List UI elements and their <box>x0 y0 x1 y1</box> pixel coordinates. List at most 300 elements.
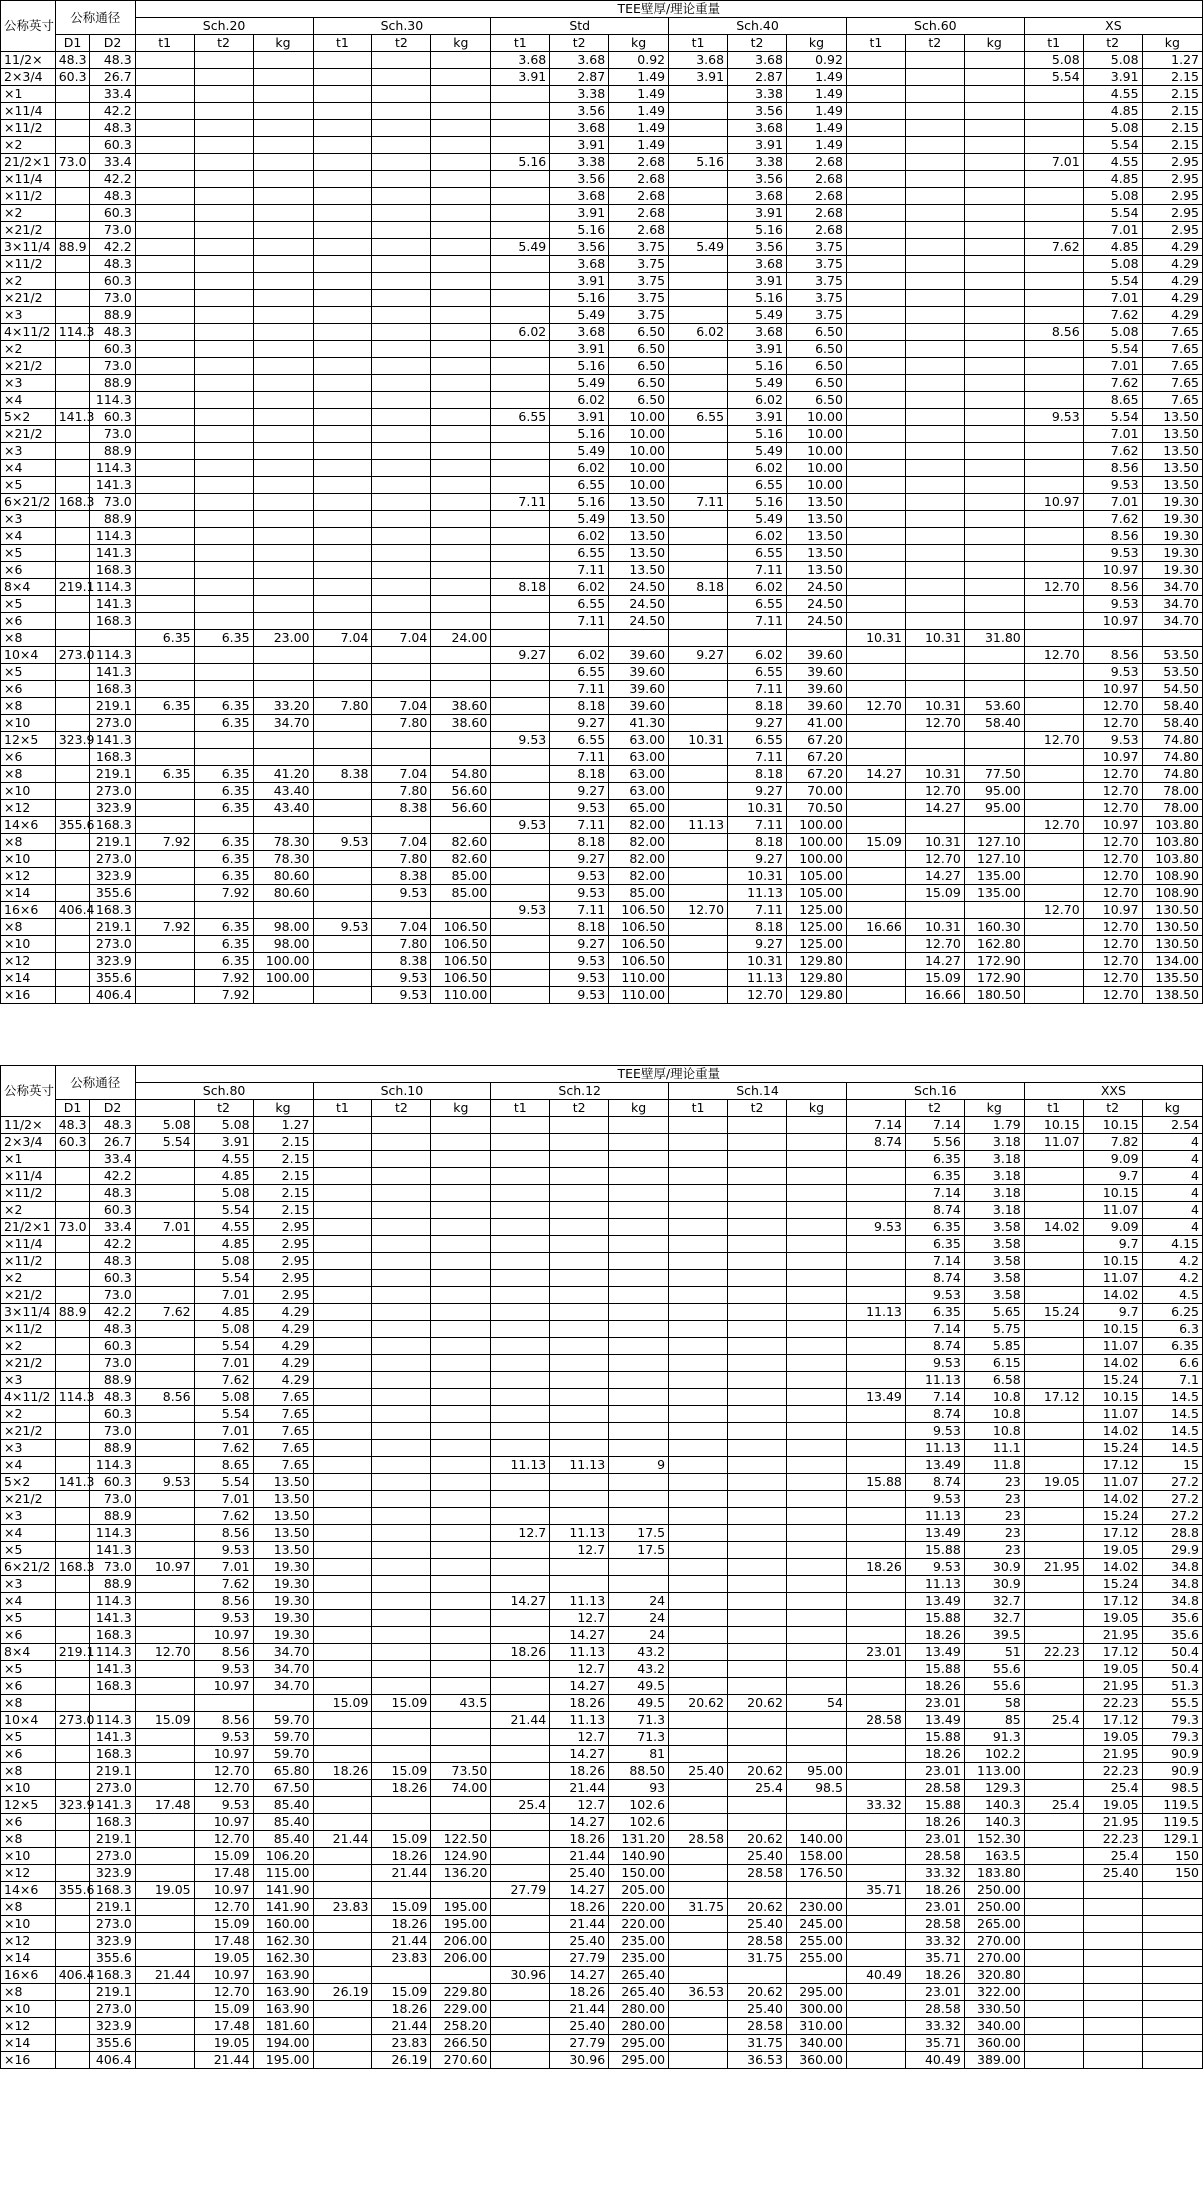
table-cell: 24.50 <box>609 579 669 596</box>
table-cell <box>491 1185 550 1202</box>
table-cell: 27.2 <box>1142 1508 1202 1525</box>
table-cell: 310.00 <box>786 2018 846 2035</box>
table-row <box>1 1950 1203 1967</box>
table-cell: 10.97 <box>135 1559 194 1576</box>
table-cell <box>431 1372 491 1389</box>
table-cell: 59.70 <box>253 1712 313 1729</box>
table-cell <box>491 936 550 953</box>
table-cell <box>491 783 550 800</box>
table-row <box>1 426 1203 443</box>
table-cell: 9.7 <box>1083 1304 1142 1321</box>
table-cell <box>609 1576 669 1593</box>
table-cell: 18.26 <box>550 1984 609 2001</box>
table-cell <box>964 52 1024 69</box>
table-cell <box>846 987 905 1004</box>
table-cell: 6.02 <box>728 647 787 664</box>
table-cell: 229.80 <box>431 1984 491 2001</box>
table-cell: 130.50 <box>1142 936 1202 953</box>
table-cell: 12.70 <box>1024 647 1083 664</box>
table-cell <box>313 1117 372 1134</box>
table-cell <box>491 1610 550 1627</box>
table-cell <box>491 1491 550 1508</box>
table-cell <box>1024 545 1083 562</box>
table-cell: 5.49 <box>728 443 787 460</box>
table-cell <box>135 1661 194 1678</box>
table-cell: 18.26 <box>905 1967 964 1984</box>
table-cell: 28.8 <box>1142 1525 1202 1542</box>
table-row <box>1 562 1203 579</box>
table-cell: 152.30 <box>964 1831 1024 1848</box>
table-cell <box>669 1457 728 1474</box>
table-cell: 106.50 <box>431 970 491 987</box>
table-cell <box>491 1848 550 1865</box>
size-cell: ×4 <box>1 1525 56 1542</box>
table-cell: 53.50 <box>1142 647 1202 664</box>
table-row <box>1 103 1203 120</box>
table-cell: 7.11 <box>550 681 609 698</box>
size-cell: 3×11/4 <box>1 239 56 256</box>
table-cell <box>431 1491 491 1508</box>
table-cell <box>905 171 964 188</box>
table-cell: 27.79 <box>550 2035 609 2052</box>
table-cell <box>135 1695 194 1712</box>
table-row <box>1 1967 1203 1984</box>
table-cell <box>964 613 1024 630</box>
table-cell <box>609 1389 669 1406</box>
table-cell: 3.75 <box>786 307 846 324</box>
table-cell <box>846 732 905 749</box>
table-cell: 56.60 <box>431 800 491 817</box>
table-cell: 8.56 <box>194 1712 253 1729</box>
table-cell <box>313 1423 372 1440</box>
table-cell <box>194 273 253 290</box>
table-cell: 9.53 <box>372 970 431 987</box>
table-cell: 2.95 <box>253 1287 313 1304</box>
table-cell <box>431 120 491 137</box>
table-cell <box>431 528 491 545</box>
table-cell: 21.44 <box>550 1916 609 1933</box>
table-cell <box>431 1678 491 1695</box>
table-cell <box>194 171 253 188</box>
table-cell: 59.70 <box>253 1729 313 1746</box>
table-cell <box>372 1627 431 1644</box>
table-cell: 6.55 <box>669 409 728 426</box>
table-cell: 95.00 <box>786 1763 846 1780</box>
table-cell <box>372 1457 431 1474</box>
table-cell <box>491 698 550 715</box>
table-cell <box>786 1185 846 1202</box>
table-row <box>1 596 1203 613</box>
table-cell <box>491 426 550 443</box>
table-cell: 8.38 <box>372 953 431 970</box>
table-cell: 140.3 <box>964 1797 1024 1814</box>
table-cell: 250.00 <box>964 1882 1024 1899</box>
table-cell <box>253 222 313 239</box>
table-cell: 39.60 <box>609 647 669 664</box>
table-cell: 14.27 <box>550 1967 609 1984</box>
table-cell <box>905 375 964 392</box>
table-cell <box>669 273 728 290</box>
table-cell: 300.00 <box>786 2001 846 2018</box>
table-cell: 9.53 <box>194 1797 253 1814</box>
table-cell <box>964 664 1024 681</box>
table-cell: 270.60 <box>431 2052 491 2069</box>
table-cell <box>253 103 313 120</box>
table-cell: 43.2 <box>609 1661 669 1678</box>
table-cell: 7.11 <box>669 494 728 511</box>
table-cell <box>135 1831 194 1848</box>
table-cell <box>550 630 609 647</box>
table-cell: 273.0 <box>90 715 135 732</box>
table-cell: 9.09 <box>1083 1151 1142 1168</box>
table-cell <box>846 256 905 273</box>
table-cell: 7.01 <box>1083 358 1142 375</box>
table-cell: 355.6 <box>55 817 90 834</box>
table-cell: 14.27 <box>550 1678 609 1695</box>
sub-header: t1 <box>313 1100 372 1117</box>
table-cell: 39.60 <box>609 664 669 681</box>
table-cell: 12.70 <box>194 1780 253 1797</box>
table-cell: 9.27 <box>728 936 787 953</box>
table-cell: 78.00 <box>1142 783 1202 800</box>
table-cell: 5.08 <box>194 1321 253 1338</box>
table-cell: 255.00 <box>786 1933 846 1950</box>
table-cell: 113.00 <box>964 1763 1024 1780</box>
table-cell <box>431 1117 491 1134</box>
table-cell <box>669 103 728 120</box>
table-cell <box>313 188 372 205</box>
size-header: 公称英寸 <box>1 1066 56 1117</box>
table-cell <box>846 936 905 953</box>
table-cell <box>1024 1882 1083 1899</box>
table-cell <box>964 307 1024 324</box>
table-cell: 78.00 <box>1142 800 1202 817</box>
table-cell: 6.02 <box>491 324 550 341</box>
table-cell: 150.00 <box>609 1865 669 1882</box>
table-cell: 88.9 <box>55 239 90 256</box>
table-cell: 73.0 <box>90 494 135 511</box>
table-cell <box>846 1661 905 1678</box>
table-cell <box>905 154 964 171</box>
table-cell <box>253 69 313 86</box>
table-cell: 48.3 <box>90 120 135 137</box>
table-row <box>1 307 1203 324</box>
table-cell <box>313 1287 372 1304</box>
table-cell <box>669 987 728 1004</box>
table-cell: 5.54 <box>194 1270 253 1287</box>
table-cell: 4.29 <box>1142 290 1202 307</box>
table-cell: 24 <box>609 1627 669 1644</box>
table-cell: 141.3 <box>90 477 135 494</box>
table-cell: 322.00 <box>964 1984 1024 2001</box>
table-cell <box>846 426 905 443</box>
table-cell: 42.2 <box>90 171 135 188</box>
table-row <box>1 120 1203 137</box>
table-cell: 9.27 <box>550 783 609 800</box>
table-cell <box>1024 1508 1083 1525</box>
table-cell <box>1024 307 1083 324</box>
table-cell: 220.00 <box>609 1899 669 1916</box>
sub-header: t2 <box>550 1100 609 1117</box>
table-cell <box>905 307 964 324</box>
table-cell <box>728 1355 787 1372</box>
size-cell: 5×2 <box>1 1474 56 1491</box>
table-cell <box>135 1270 194 1287</box>
sub-header: t2 <box>550 35 609 52</box>
table-cell <box>846 239 905 256</box>
table-cell <box>431 1202 491 1219</box>
table-cell: 389.00 <box>964 2052 1024 2069</box>
table-cell: 163.5 <box>964 1848 1024 1865</box>
table-cell <box>1024 698 1083 715</box>
table-cell: 5.49 <box>728 307 787 324</box>
table-cell: 73.0 <box>90 290 135 307</box>
table-cell: 39.60 <box>609 698 669 715</box>
table-cell: 273.0 <box>90 936 135 953</box>
table-cell: 9.53 <box>1024 409 1083 426</box>
table-cell: 9.27 <box>550 715 609 732</box>
table-cell <box>194 188 253 205</box>
table-cell <box>669 1950 728 1967</box>
table-cell: 7.11 <box>550 749 609 766</box>
table-cell: 13.50 <box>786 545 846 562</box>
table-cell <box>194 69 253 86</box>
table-row <box>1 1134 1203 1151</box>
table-cell <box>786 1389 846 1406</box>
table-cell <box>372 681 431 698</box>
table-cell: 280.00 <box>609 2001 669 2018</box>
table-cell: 9.53 <box>194 1661 253 1678</box>
table-row <box>1 1185 1203 1202</box>
table-cell <box>313 392 372 409</box>
table-row <box>1 1797 1203 1814</box>
table-cell: 13.49 <box>905 1644 964 1661</box>
table-cell: 13.49 <box>846 1389 905 1406</box>
table-row <box>1 477 1203 494</box>
table-cell <box>1024 1814 1083 1831</box>
table-cell: 6.55 <box>550 732 609 749</box>
table-cell: 355.6 <box>90 1950 135 1967</box>
table-cell: 2.68 <box>609 188 669 205</box>
table-cell <box>905 545 964 562</box>
table-cell: 41.20 <box>253 766 313 783</box>
table-cell: 23.01 <box>905 1899 964 1916</box>
table-cell <box>846 851 905 868</box>
table-cell <box>1024 664 1083 681</box>
table-cell: 82.00 <box>609 817 669 834</box>
table-cell: 7.01 <box>194 1355 253 1372</box>
table-cell: 9.53 <box>550 885 609 902</box>
table-cell: 168.3 <box>90 749 135 766</box>
table-cell <box>253 341 313 358</box>
table-cell <box>669 596 728 613</box>
table-cell: 172.90 <box>964 953 1024 970</box>
table-cell: 265.00 <box>964 1916 1024 1933</box>
table-cell <box>846 1763 905 1780</box>
table-cell <box>491 1406 550 1423</box>
table-cell <box>135 256 194 273</box>
table-cell: 42.2 <box>90 1304 135 1321</box>
table-cell <box>1024 1151 1083 1168</box>
table-cell: 11.07 <box>1083 1474 1142 1491</box>
table-cell <box>728 1661 787 1678</box>
table-cell: 141.3 <box>90 545 135 562</box>
table-cell <box>964 290 1024 307</box>
table-cell <box>431 1134 491 1151</box>
table-cell: 82.60 <box>431 851 491 868</box>
table-cell: 141.3 <box>90 1729 135 1746</box>
table-cell <box>669 1168 728 1185</box>
table-cell <box>491 511 550 528</box>
size-cell: ×3 <box>1 1576 56 1593</box>
table-cell: 11.13 <box>905 1440 964 1457</box>
size-cell: ×11/4 <box>1 1168 56 1185</box>
table-cell <box>55 528 90 545</box>
table-cell <box>846 1508 905 1525</box>
table-cell: 3.75 <box>609 290 669 307</box>
table-cell: 2.15 <box>253 1134 313 1151</box>
schedule-header: Sch.40 <box>669 18 847 35</box>
table-cell <box>372 1236 431 1253</box>
table-cell <box>786 1712 846 1729</box>
table-cell: 30.96 <box>491 1967 550 1984</box>
table-row <box>1 1627 1203 1644</box>
table-cell <box>1024 1848 1083 1865</box>
table-cell: 7.01 <box>1083 494 1142 511</box>
table-cell <box>135 1406 194 1423</box>
size-cell: ×6 <box>1 1746 56 1763</box>
table-cell <box>313 222 372 239</box>
table-cell: 168.3 <box>90 902 135 919</box>
table-cell <box>669 851 728 868</box>
table-cell <box>313 1372 372 1389</box>
table-cell: 10.97 <box>194 1627 253 1644</box>
table-cell <box>491 1746 550 1763</box>
table-cell: 29.9 <box>1142 1542 1202 1559</box>
table-cell: 54 <box>786 1695 846 1712</box>
table-cell <box>431 1525 491 1542</box>
table-cell: 1.49 <box>786 120 846 137</box>
table-cell <box>1083 2001 1142 2018</box>
table-cell: 10.8 <box>964 1389 1024 1406</box>
table-cell: 4.85 <box>194 1304 253 1321</box>
table-cell: 10.00 <box>609 426 669 443</box>
table-cell <box>550 1406 609 1423</box>
table-cell <box>905 613 964 630</box>
table-cell <box>728 1423 787 1440</box>
table-cell <box>431 273 491 290</box>
table-cell <box>609 1168 669 1185</box>
table-cell <box>491 290 550 307</box>
table-cell <box>55 1950 90 1967</box>
table-cell: 98.00 <box>253 936 313 953</box>
table-cell <box>253 86 313 103</box>
table-cell: 19.30 <box>1142 528 1202 545</box>
table-cell: 14.02 <box>1083 1559 1142 1576</box>
table-cell: 3.91 <box>550 409 609 426</box>
table-cell <box>728 1236 787 1253</box>
table-cell <box>1142 1967 1202 1984</box>
table-cell: 21.95 <box>1083 1814 1142 1831</box>
table-cell <box>194 732 253 749</box>
size-cell: ×16 <box>1 2052 56 2069</box>
table-cell <box>846 1593 905 1610</box>
table-cell <box>491 1168 550 1185</box>
table-cell: 406.4 <box>55 902 90 919</box>
table-cell: 67.50 <box>253 1780 313 1797</box>
size-cell: ×2 <box>1 273 56 290</box>
table-cell <box>313 375 372 392</box>
table-cell: 12.70 <box>1083 783 1142 800</box>
table-cell: 12.7 <box>550 1797 609 1814</box>
table-cell <box>372 1219 431 1236</box>
table-cell: 28.58 <box>846 1712 905 1729</box>
table-cell: 3.75 <box>609 239 669 256</box>
table-cell: 6.02 <box>550 460 609 477</box>
table-cell: 20.62 <box>728 1899 787 1916</box>
table-cell: 10.15 <box>1083 1321 1142 1338</box>
table-cell: 9.53 <box>194 1542 253 1559</box>
table-cell <box>669 800 728 817</box>
table-cell <box>431 579 491 596</box>
table-cell <box>372 579 431 596</box>
table-cell <box>372 324 431 341</box>
table-cell: 18.26 <box>846 1559 905 1576</box>
table-cell <box>372 1202 431 1219</box>
table-cell <box>905 511 964 528</box>
table-cell <box>669 528 728 545</box>
size-cell: ×11/2 <box>1 256 56 273</box>
table-cell <box>846 545 905 562</box>
table-cell: 28.58 <box>905 1848 964 1865</box>
table-cell: 3.91 <box>550 137 609 154</box>
table-cell <box>135 1984 194 2001</box>
table-cell: 2.95 <box>1142 222 1202 239</box>
table-cell <box>135 1865 194 1882</box>
table-cell: 255.00 <box>786 1950 846 1967</box>
size-cell: ×5 <box>1 1661 56 1678</box>
table-cell: 10.97 <box>1083 749 1142 766</box>
table-cell <box>491 1253 550 1270</box>
size-cell: ×6 <box>1 613 56 630</box>
table-cell: 12.70 <box>1083 834 1142 851</box>
table-cell <box>905 358 964 375</box>
table-cell: 10.31 <box>905 766 964 783</box>
table-cell: 5.49 <box>669 239 728 256</box>
table-cell <box>313 1950 372 1967</box>
table-cell <box>194 460 253 477</box>
table-cell <box>194 103 253 120</box>
table-cell: 7.01 <box>194 1287 253 1304</box>
table-cell: 42.2 <box>90 1168 135 1185</box>
table-cell: 6.35 <box>135 698 194 715</box>
size-cell: ×10 <box>1 715 56 732</box>
table-cell <box>313 103 372 120</box>
table-cell <box>135 171 194 188</box>
table-cell: 6.35 <box>905 1219 964 1236</box>
size-cell: 14×6 <box>1 1882 56 1899</box>
table-cell <box>550 1134 609 1151</box>
table-cell: 6.58 <box>964 1372 1024 1389</box>
table-cell <box>846 885 905 902</box>
table-cell <box>728 1185 787 1202</box>
table-cell: 9.53 <box>1083 545 1142 562</box>
table-cell: 31.75 <box>728 1950 787 1967</box>
table-cell <box>313 783 372 800</box>
table-cell <box>55 1814 90 1831</box>
table-cell: 5.54 <box>194 1406 253 1423</box>
table-cell: 219.1 <box>90 1831 135 1848</box>
